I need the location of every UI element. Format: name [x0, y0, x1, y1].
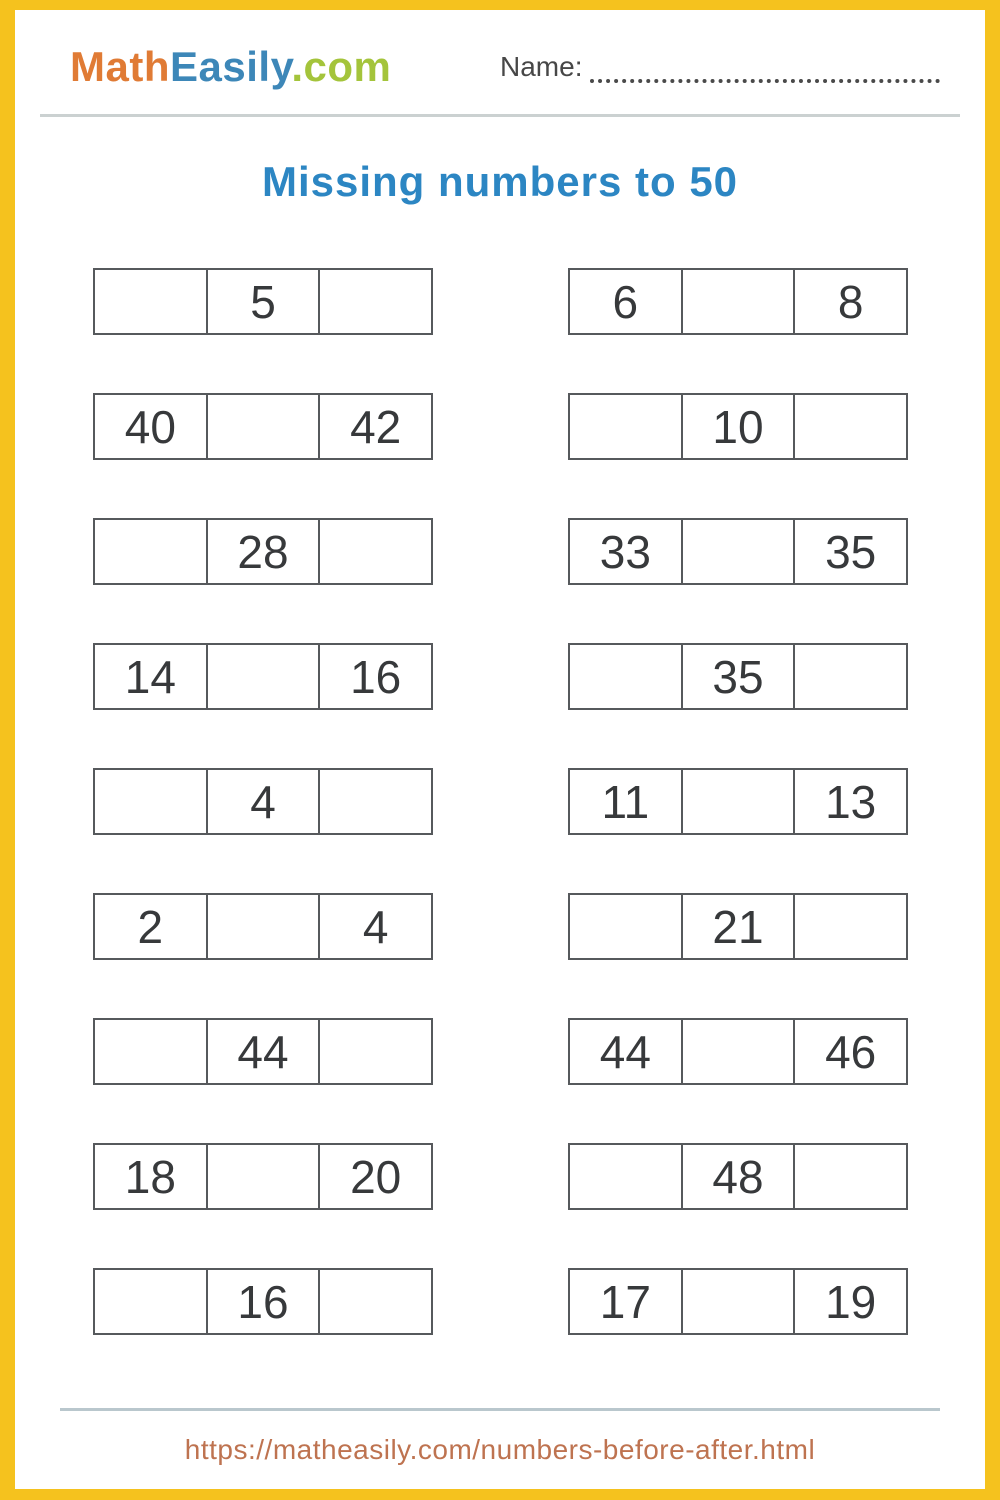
number-cell: 48 [683, 1145, 796, 1208]
blank-cell [95, 520, 208, 583]
number-sequence-box [93, 893, 433, 960]
number-sequence-box [93, 1268, 433, 1335]
blank-cell [683, 520, 796, 583]
number-sequence-box [568, 768, 908, 835]
blank-cell [320, 1020, 431, 1083]
number-cell: 16 [208, 1270, 321, 1333]
blank-cell [795, 645, 906, 708]
number-cell: 35 [825, 525, 877, 578]
number-cell: 28 [208, 520, 321, 583]
number-cell: 17 [570, 1270, 683, 1333]
number-sequence-box [568, 518, 908, 585]
number-cell: 21 [683, 895, 796, 958]
number-cell: 44 [208, 1020, 321, 1083]
number-cell: 44 [570, 1020, 683, 1083]
page-title: Missing numbers to 50 [261, 158, 739, 205]
number-cell: 13 [825, 775, 877, 828]
blank-cell [795, 395, 906, 458]
number-cell: 8 [837, 275, 864, 328]
blank-cell [95, 770, 208, 833]
blank-cell [208, 645, 321, 708]
number-sequence-box [568, 1268, 908, 1335]
number-sequence-box [93, 643, 433, 710]
logo-part-easily: Easily [170, 43, 292, 90]
worksheet-column-left [93, 268, 433, 1393]
blank-cell [320, 770, 431, 833]
number-cell: 14 [95, 645, 208, 708]
number-sequence-box [93, 268, 433, 335]
blank-cell [795, 895, 906, 958]
footer-divider [60, 1408, 940, 1411]
number-sequence-box [568, 393, 908, 460]
blank-cell [683, 270, 796, 333]
blank-cell [95, 1020, 208, 1083]
blank-cell [95, 1270, 208, 1333]
logo-part-math: Math [70, 43, 170, 90]
blank-cell [683, 1270, 796, 1333]
number-cell: 11 [570, 770, 683, 833]
number-sequence-box [568, 1018, 908, 1085]
number-sequence-box [93, 393, 433, 460]
number-sequence-box [93, 1143, 433, 1210]
number-sequence-box [93, 1018, 433, 1085]
blank-cell [683, 770, 796, 833]
worksheet-column-right [568, 268, 908, 1393]
number-cell: 2 [95, 895, 208, 958]
name-field [500, 52, 940, 83]
blank-cell [95, 270, 208, 333]
name-label: Name: [500, 51, 583, 82]
number-sequence-box [568, 643, 908, 710]
number-sequence-box [568, 893, 908, 960]
number-sequence-box [568, 268, 908, 335]
blank-cell [208, 395, 321, 458]
blank-cell [208, 895, 321, 958]
number-cell: 19 [825, 1275, 877, 1328]
logo-part-com: .com [291, 43, 392, 90]
number-cell: 4 [208, 770, 321, 833]
number-cell: 42 [350, 400, 402, 453]
blank-cell [320, 1270, 431, 1333]
name-fill-line [590, 53, 940, 83]
blank-cell [570, 645, 683, 708]
site-logo [70, 43, 391, 91]
number-cell: 16 [350, 650, 402, 703]
blank-cell [570, 895, 683, 958]
number-cell: 5 [208, 270, 321, 333]
number-cell: 18 [95, 1145, 208, 1208]
blank-cell [208, 1145, 321, 1208]
number-cell: 35 [683, 645, 796, 708]
number-sequence-box [93, 768, 433, 835]
number-sequence-box [568, 1143, 908, 1210]
header-divider [40, 114, 960, 117]
number-cell: 20 [350, 1150, 402, 1203]
blank-cell [795, 1145, 906, 1208]
footer-url: https://matheasily.com/numbers-before-after.html [184, 1434, 816, 1465]
number-sequence-box [93, 518, 433, 585]
blank-cell [320, 270, 431, 333]
blank-cell [683, 1020, 796, 1083]
blank-cell [320, 520, 431, 583]
number-cell: 6 [570, 270, 683, 333]
blank-cell [570, 395, 683, 458]
blank-cell [570, 1145, 683, 1208]
number-cell: 33 [570, 520, 683, 583]
number-cell: 40 [95, 395, 208, 458]
number-cell: 46 [825, 1025, 877, 1078]
number-cell: 4 [362, 900, 389, 953]
number-cell: 10 [683, 395, 796, 458]
